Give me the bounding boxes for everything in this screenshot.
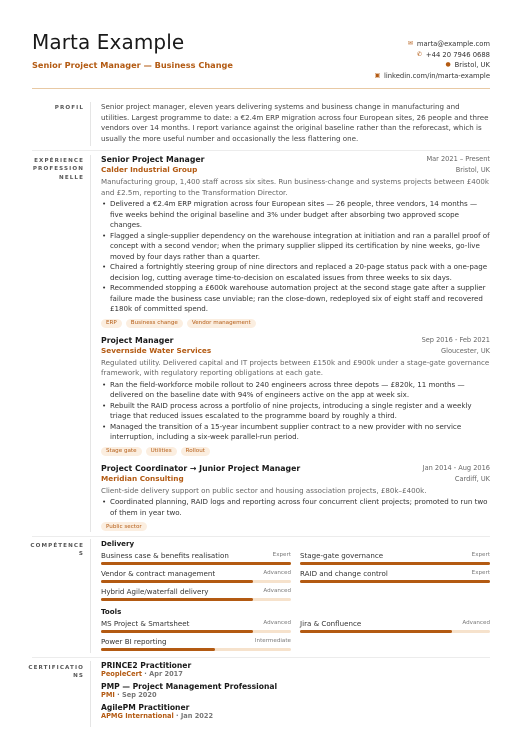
skill-level: Intermediate bbox=[254, 638, 291, 644]
job-title: Project Coordinator → Junior Project Manager bbox=[101, 463, 301, 473]
certification-name: PMP — Project Management Professional bbox=[101, 682, 278, 691]
skill-bar bbox=[300, 580, 490, 583]
skill-bar bbox=[300, 630, 490, 633]
skill-bar bbox=[101, 598, 291, 601]
skill-level: Advanced bbox=[263, 570, 291, 576]
contact-item bbox=[374, 50, 490, 61]
candidate-name: Marta Example bbox=[32, 30, 185, 54]
certification-date: Sep 2020 bbox=[121, 691, 157, 699]
contact-text[interactable]: linkedin.com/in/marta-example bbox=[383, 71, 490, 80]
job-bullet: • Flagged a single-supplier dependency on the warehouse integration at initiation and ran a parallel proof of concept with a second vendor; when the primary supplier slipped its certification by nine weeks, go-live moved by four days rather than a quarter. bbox=[101, 231, 490, 263]
skill-level: Expert bbox=[471, 552, 490, 558]
skill-bar-fill bbox=[300, 630, 452, 633]
profile-section bbox=[90, 102, 490, 146]
job-tags bbox=[101, 522, 490, 531]
phone-icon: ✆ bbox=[416, 50, 422, 58]
skill-level: Advanced bbox=[462, 620, 490, 626]
contact-block bbox=[374, 39, 490, 81]
job-title: Senior Project Manager bbox=[101, 155, 205, 164]
candidate-role: Senior Project Manager — Business Change bbox=[32, 60, 233, 70]
profile-text: Senior project manager, eleven years delivering systems and business change in manufacturing and utilities. Largest programme to date: a €2.4m ERP migration across four European sites, 26 people and three vendors over 14 months. I report variance against the original baseline rather than the reforecast, which is usually the more useful number and occasionally the less flattering one. bbox=[101, 102, 489, 143]
job-company: Calder Industrial Group bbox=[101, 165, 198, 174]
skill-item bbox=[300, 551, 490, 569]
job-bullet: • Delivered a €2.4m ERP migration across four European sites — 26 people, three vendors, 14 months — five weeks behind the original baseline and 3% under budget after absorbing two approved scope changes. bbox=[101, 199, 490, 231]
skill-name: Stage-gate governance bbox=[300, 551, 384, 560]
skill-bar-fill bbox=[300, 562, 490, 565]
certification-issuer: PMI · Sep 2020 bbox=[101, 691, 157, 699]
certification-org: PMI bbox=[101, 691, 115, 699]
job-entry bbox=[101, 336, 490, 456]
job-location: Gloucester, UK bbox=[441, 346, 490, 355]
job-entry bbox=[101, 155, 490, 328]
certifications-section bbox=[90, 661, 490, 727]
skill-item bbox=[101, 551, 291, 569]
section-divider bbox=[32, 150, 490, 151]
skill-bar bbox=[101, 562, 291, 565]
skill-bar-fill bbox=[101, 598, 253, 601]
skill-name: MS Project & Smartsheet bbox=[101, 619, 190, 628]
job-location: Cardiff, UK bbox=[454, 474, 490, 483]
linkedin-icon: ▣ bbox=[374, 71, 381, 79]
certification-org: PeopleCert bbox=[101, 670, 143, 678]
experience-section bbox=[90, 155, 490, 532]
skill-item bbox=[300, 619, 490, 637]
job-bullet: • Coordinated planning, RAID logs and reporting across four concurrent client projects; promoted to run two of them in year two. bbox=[101, 497, 490, 518]
certification-date: Jan 2022 bbox=[180, 712, 214, 720]
skill-name: Vendor & contract management bbox=[101, 569, 216, 578]
skill-tag: Rollout bbox=[181, 447, 210, 456]
skill-level: Advanced bbox=[263, 620, 291, 626]
skill-level: Advanced bbox=[263, 588, 291, 594]
skill-group-heading: Tools bbox=[101, 607, 122, 616]
contact-text[interactable]: marta@example.com bbox=[416, 40, 490, 48]
job-company: Severnside Water Services bbox=[101, 345, 212, 355]
skill-level: Expert bbox=[272, 552, 291, 558]
skill-name: Hybrid Agile/waterfall delivery bbox=[101, 587, 209, 596]
skill-bar-fill bbox=[300, 580, 490, 583]
skill-bar bbox=[101, 580, 291, 583]
skill-name: RAID and change control bbox=[300, 569, 388, 578]
skill-item bbox=[101, 637, 291, 655]
skill-bar bbox=[101, 648, 291, 651]
job-dates: Sep 2016 - Feb 2021 bbox=[421, 335, 490, 344]
skill-tag: Public sector bbox=[101, 522, 147, 531]
skill-tag: Utilities bbox=[146, 447, 177, 456]
job-bullets bbox=[101, 380, 490, 443]
skill-bar-fill bbox=[101, 562, 291, 565]
mail-icon: ✉ bbox=[407, 40, 413, 47]
contact-item bbox=[374, 71, 490, 82]
skill-item bbox=[101, 569, 291, 587]
contact-text[interactable]: Bristol, UK bbox=[454, 61, 490, 70]
certification-name: AgilePM Practitioner bbox=[101, 703, 190, 712]
skill-name: Business case & benefits realisation bbox=[101, 551, 229, 560]
certification-item bbox=[101, 682, 490, 699]
job-dates: Mar 2021 – Present bbox=[426, 155, 490, 163]
contact-item bbox=[374, 60, 490, 71]
job-bullet: • Chaired a fortnightly steering group of nine directors and replaced a 20-page status pack with a one-page decision log, cutting average time-to-decision on escalated issues from three weeks to six days. bbox=[101, 262, 490, 283]
skill-tag: Vendor management bbox=[187, 319, 256, 328]
certification-issuer: PeopleCert · Apr 2017 bbox=[101, 670, 183, 678]
skill-grid bbox=[101, 619, 490, 655]
skill-bar bbox=[300, 562, 490, 565]
skill-item bbox=[101, 587, 291, 605]
job-bullet: • Managed the transition of a 15-year incumbent supplier contract to a new provider with no service interruption, including a six-week parallel-run period. bbox=[101, 422, 490, 443]
job-summary: Client-side delivery support on public sector and housing association projects, £80k–£400k. bbox=[101, 485, 427, 495]
job-bullets bbox=[101, 497, 490, 518]
location-icon: ● bbox=[445, 61, 451, 69]
certification-date: Apr 2017 bbox=[149, 670, 183, 678]
skills-section bbox=[90, 539, 490, 653]
skill-item bbox=[101, 619, 291, 637]
skill-item bbox=[300, 569, 490, 587]
skill-name: Power BI reporting bbox=[101, 637, 167, 646]
skill-bar-fill bbox=[101, 630, 253, 633]
section-label-skills: COMPÉTENCES bbox=[30, 543, 84, 558]
certification-org: APMG International bbox=[101, 712, 174, 720]
job-title: Project Manager bbox=[101, 335, 174, 345]
skill-bar-fill bbox=[101, 580, 253, 583]
header-divider bbox=[32, 88, 490, 89]
section-divider bbox=[32, 536, 490, 537]
skill-bar-fill bbox=[101, 648, 215, 651]
job-summary: Manufacturing group, 1,400 staff across six sites. Run business-change and systems projects between £400k and £2.5m, reporting to the Transformation Director. bbox=[101, 177, 489, 197]
section-divider bbox=[32, 657, 490, 658]
job-bullet: • Rebuilt the RAID process across a portfolio of nine projects, introducing a single register and a weekly triage that reduced issues escalated to the programme board by roughly a third. bbox=[101, 401, 490, 422]
job-summary: Regulated utility. Delivered capital and IT projects between £150k and £900k under a stage-gate governance framework, with regulatory reporting obligations at each gate. bbox=[101, 357, 490, 377]
skill-tag: Stage gate bbox=[101, 447, 142, 456]
job-dates: Jan 2014 - Aug 2016 bbox=[422, 463, 490, 472]
contact-text[interactable]: +44 20 7946 0688 bbox=[425, 50, 490, 59]
job-tags bbox=[101, 319, 490, 328]
job-bullet: • Ran the field-workforce mobile rollout to 240 engineers across three depots — £820k, 11 months — delivered on the baseline date with 94% of engineers active on the app at week six. bbox=[101, 380, 490, 401]
job-bullet: • Recommended stopping a £600k warehouse automation project at the second stage gate after a supplier failure made the business case unviable; ran the close-down, redeployed six of eight staff and recovered £180k of committed spend. bbox=[101, 283, 490, 315]
skill-level: Expert bbox=[471, 570, 490, 576]
skill-bar bbox=[101, 630, 291, 633]
job-entry bbox=[101, 464, 490, 532]
job-location: Bristol, UK bbox=[455, 166, 490, 174]
certification-item bbox=[101, 661, 490, 678]
job-bullets bbox=[101, 199, 490, 315]
section-label-experience: EXPÉRIENCE PROFESSIONNELLE bbox=[32, 158, 84, 181]
contact-item bbox=[374, 39, 490, 50]
certification-name: PRINCE2 Practitioner bbox=[101, 661, 192, 670]
skill-name: Jira & Confluence bbox=[300, 619, 362, 628]
section-label-profile: PROFIL bbox=[54, 105, 84, 111]
skill-tag: Business change bbox=[126, 319, 183, 328]
skill-tag: ERP bbox=[101, 319, 122, 328]
job-company: Meridian Consulting bbox=[101, 473, 184, 483]
section-label-certifications: CERTIFICATIONS bbox=[28, 665, 84, 680]
resume-header bbox=[32, 30, 492, 86]
certification-item bbox=[101, 703, 490, 720]
job-tags bbox=[101, 447, 490, 456]
skill-group-heading: Delivery bbox=[101, 539, 135, 548]
skill-grid bbox=[101, 551, 490, 605]
certification-issuer: APMG International · Jan 2022 bbox=[101, 712, 214, 720]
